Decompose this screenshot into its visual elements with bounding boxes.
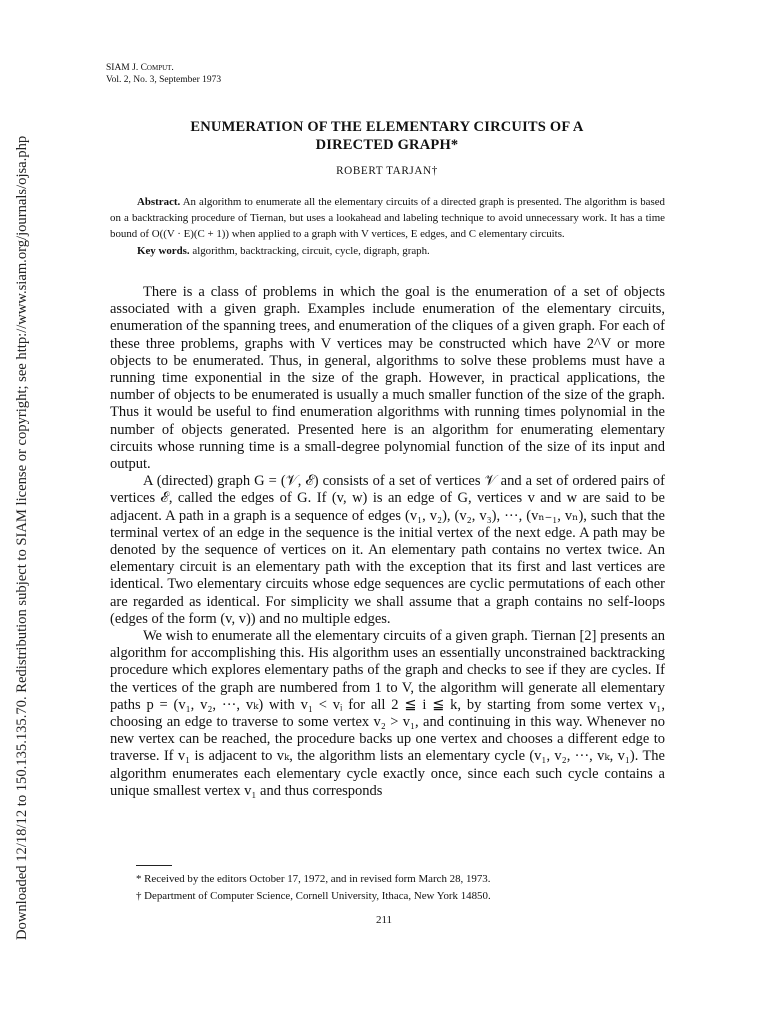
author: ROBERT TARJAN† xyxy=(336,165,438,177)
abstract-text: An algorithm to enumerate all the elementary circuits of a directed graph is presented. The algorithm is based on a backtracking procedure of Tiernan, but uses a lookahead and labeling technique to avoid unnecessary work. It has a time bound of O((V · E)(C + 1)) when applied to a graph with V vertices, E edges, and C elementary circuits. xyxy=(110,196,665,241)
title-line-1: ENUMERATION OF THE ELEMENTARY CIRCUITS OF A xyxy=(190,119,584,135)
download-stamp: Downloaded 12/18/12 to 150.135.135.70. Redistribution subject to SIAM license or copyright; see http://www.siam.org/journals/ojsa.php xyxy=(14,135,30,940)
journal-name-prefix: SIAM J. xyxy=(106,63,141,73)
paragraph-1: There is a class of problems in which the goal is the enumeration of a set of objects associated with a given graph. Examples include enumeration of the elementary circuits, enumeration of the spanning trees, and enumeration of the cliques of a given graph. For each of these three problems, graphs with V vertices may be constructed which have 2^V or more objects to be enumerated. Thus, in general, algorithms to solve these problems must have a running time exponential in the size of the graph. However, in practical applications, the number of objects to be enumerated is usually a much smaller function of the size of the graph. Thus it would be useful to find enumeration algorithms with running times polynomial in the number of objects generated. Presented here is an algorithm for enumerating elementary circuits whose running time is a small-degree polynomial function of the size of its input and output. xyxy=(110,284,665,473)
footnote-received: * Received by the editors October 17, 1972, and in revised form March 28, 1973. xyxy=(136,873,491,885)
footnote-affiliation: † Department of Computer Science, Cornell University, Ithaca, New York 14850. xyxy=(136,890,491,902)
journal-name-smallcaps: Comput. xyxy=(140,63,174,73)
title-line-2: DIRECTED GRAPH* xyxy=(315,137,459,153)
paragraph-2: A (directed) graph G = (𝒱, ℰ) consists of a set of vertices 𝒱 and a set of ordered pairs of vertices ℰ, called the edges of G. If (v, w) is an edge of G, vertices v and w are said to be adjacent. A path in a graph is a sequence of edges (v₁, v₂), (v₂, v₃), ···, (vₙ₋₁, vₙ), such that the terminal vertex of an edge in the sequence is the initial vertex of the next edge. A path may be denoted by the sequence of vertices on it. An elementary path contains no vertex twice. An elementary circuit is an elementary path with the exception that its first and last vertices are identical. Two elementary circuits whose edge sequences are cyclic permutations of each other are regarded as identical. For simplicity we shall assume that a graph contains no self-loops (edges of the form (v, v)) and no multiple edges. xyxy=(110,473,665,627)
keywords-text: algorithm, backtracking, circuit, cycle, digraph, graph. xyxy=(192,244,430,257)
journal-header xyxy=(106,62,221,86)
footnote-rule xyxy=(136,865,172,866)
body-text xyxy=(110,284,665,800)
abstract xyxy=(110,194,665,259)
footnotes xyxy=(136,871,491,905)
abstract-label: Abstract. xyxy=(137,196,181,208)
keywords-label: Key words. xyxy=(137,244,190,257)
paragraph-3: We wish to enumerate all the elementary circuits of a given graph. Tiernan [2] presents an algorithm for accomplishing this. His algorithm uses an essentially unconstrained backtracking procedure which explores elementary paths of the graph and checks to see if they are cycles. If the vertices of the graph are numbered from 1 to V, the algorithm will generate all elementary paths p = (v₁, v₂, ···, vₖ) with v₁ < vᵢ for all 2 ≦ i ≦ k, by starting from some vertex v₁, choosing an edge to traverse to some vertex v₂ > v₁, and continuing in this way. Whenever no new vertex can be reached, the procedure backs up one vertex and chooses a different edge to traverse. If v₁ is adjacent to vₖ, the algorithm lists an elementary cycle (v₁, v₂, ···, vₖ, v₁). The algorithm enumerates each elementary cycle exactly once, since each such cycle contains a unique smallest vertex v₁ and thus corresponds xyxy=(110,628,665,799)
page-number: 211 xyxy=(375,914,393,926)
journal-issue: Vol. 2, No. 3, September 1973 xyxy=(106,75,222,85)
paper-title xyxy=(108,118,666,154)
